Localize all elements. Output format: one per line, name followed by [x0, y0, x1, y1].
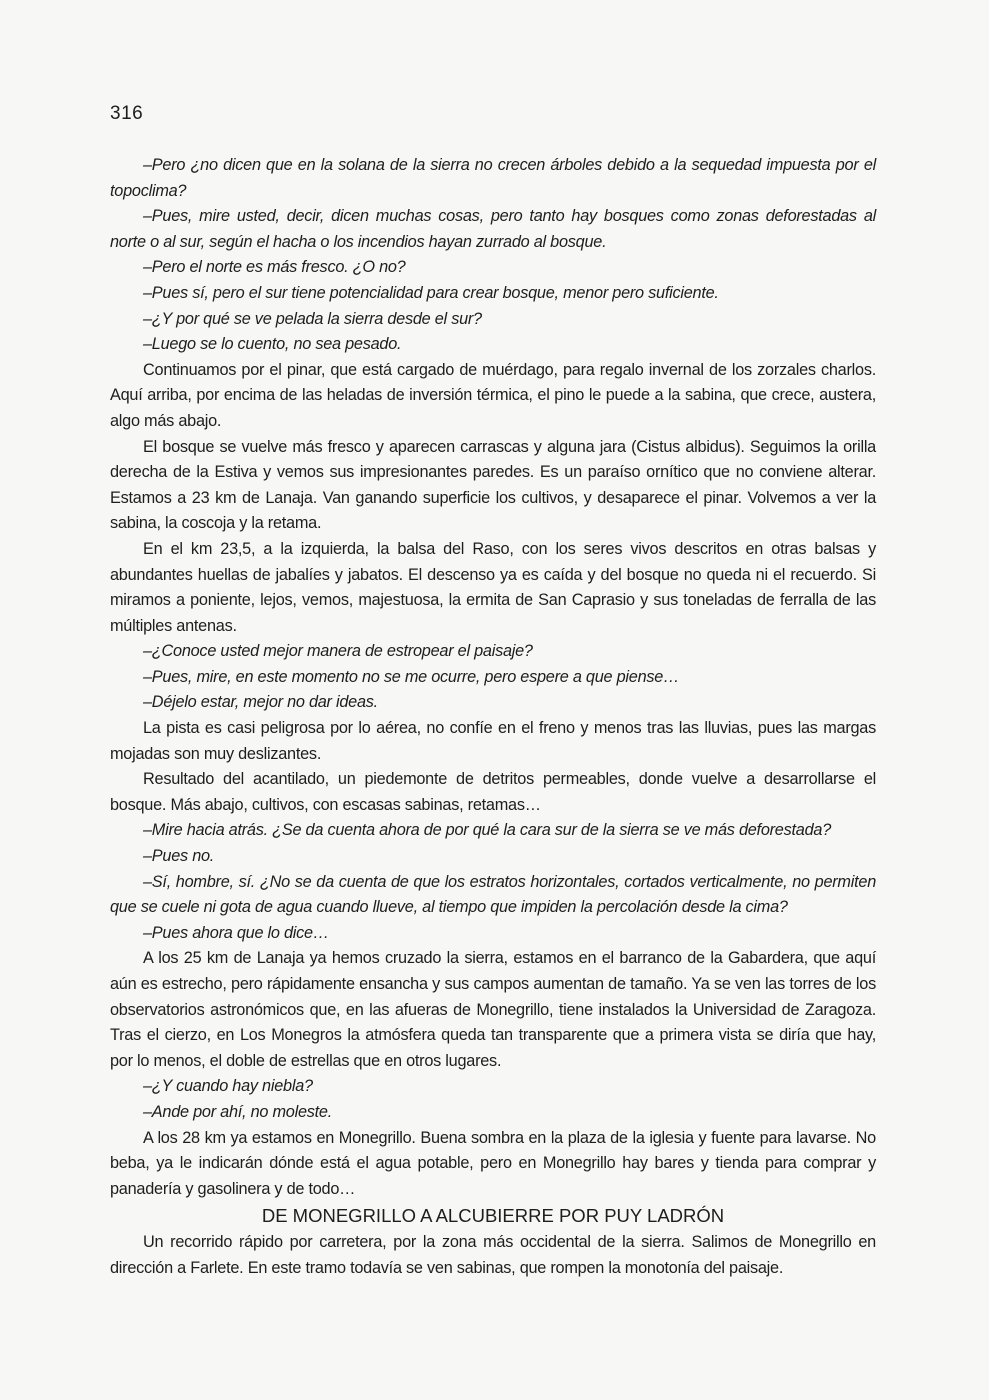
paragraph: –Ande por ahí, no moleste. — [143, 1102, 333, 1121]
page-number: 316 — [110, 103, 144, 124]
paragraph: La pista es casi peligrosa por lo aérea, no confíe en el freno y menos tras las lluvias, pues las margas mojadas son muy deslizantes. — [110, 719, 876, 763]
section-heading: DE MONEGRILLO A ALCUBIERRE POR PUY LADRÓN — [261, 1205, 725, 1227]
paragraph: –Pero el norte es más fresco. ¿O no? — [143, 258, 406, 277]
paragraph: Continuamos por el pinar, que está cargado de muérdago, para regalo invernal de los zorzales charlos. Aquí arriba, por encima de las heladas de inversión térmica, el pino le puede a la sabina, que crece, austera, algo más abajo. — [110, 360, 876, 430]
paragraph: –¿Y cuando hay niebla? — [143, 1077, 313, 1096]
paragraph: –Pues sí, pero el sur tiene potencialidad para crear bosque, menor pero suficiente. — [143, 283, 719, 302]
paragraph: –Pero ¿no dicen que en la solana de la sierra no crecen árboles debido a la sequedad impuesta por el topoclima? — [110, 156, 876, 200]
paragraph: En el km 23,5, a la izquierda, la balsa del Raso, con los seres vivos descritos en otras balsas y abundantes huellas de jabalíes y jabatos. El descenso ya es caída y del bosque no queda ni el recuerdo. Si miramos a poniente, lejos, vemos, majestuosa, la ermita de San Caprasio y sus toneladas de ferralla de las múltiples antenas. — [110, 539, 876, 635]
paragraph: –Pues no. — [143, 847, 215, 866]
paragraph: A los 28 km ya estamos en Monegrillo. Buena sombra en la plaza de la iglesia y fuente para lavarse. No beba, ya le indicarán dónde está el agua potable, pero en Monegrillo hay bares y tienda para comprar y panadería y gasolinera y de todo… — [110, 1128, 876, 1198]
paragraph: –Pues, mire usted, decir, dicen muchas cosas, pero tanto hay bosques como zonas deforestadas al norte o al sur, según el hacha o los incendios hayan zurrado al bosque. — [110, 207, 876, 251]
paragraph: –¿Y por qué se ve pelada la sierra desde el sur? — [143, 309, 482, 328]
body-text — [110, 153, 876, 1282]
paragraph: –Pues ahora que lo dice… — [143, 923, 329, 942]
paragraph: Un recorrido rápido por carretera, por la zona más occidental de la sierra. Salimos de Monegrillo en dirección a Farlete. En este tramo todavía se ven sabinas, que rompen la monotonía del paisaje. — [110, 1233, 876, 1277]
paragraph: –Mire hacia atrás. ¿Se da cuenta ahora de por qué la cara sur de la sierra se ve más deforestada? — [143, 821, 831, 840]
paragraph: El bosque se vuelve más fresco y aparecen carrascas y alguna jara (Cistus albidus). Seguimos la orilla derecha de la Estiva y vemos sus impresionantes paredes. Es un paraíso ornítico que no conviene alterar. Estamos a 23 km de Lanaja. Van ganando superficie los cultivos, y desaparece el pinar. Volvemos a ver la sabina, la coscoja y la retama. — [110, 437, 876, 533]
paragraph: A los 25 km de Lanaja ya hemos cruzado la sierra, estamos en el barranco de la Gabardera, que aquí aún es estrecho, pero rápidamente ensancha y sus campos aumentan de tamaño. Ya se ven las torres de los observatorios astronómicos que, en las afueras de Monegrillo, tiene instalados la Universidad de Zaragoza. Tras el cierzo, en Los Monegros la atmósfera queda tan transparente que a primera vista se diría que hay, por lo menos, el doble de estrellas que en otros lugares. — [110, 949, 876, 1070]
paragraph: Resultado del acantilado, un piedemonte de detritos permeables, donde vuelve a desarrollarse el bosque. Más abajo, cultivos, con escasas sabinas, retamas… — [110, 770, 876, 814]
paragraph: –Luego se lo cuento, no sea pesado. — [143, 335, 402, 354]
paragraph: –Déjelo estar, mejor no dar ideas. — [143, 693, 378, 712]
paragraph: –¿Conoce usted mejor manera de estropear el paisaje? — [143, 642, 533, 661]
paragraph: –Sí, hombre, sí. ¿No se da cuenta de que los estratos horizontales, cortados verticalmente, no permiten que se cuele ni gota de agua cuando llueve, al tiempo que impiden la percolación desde la cima? — [110, 872, 876, 917]
paragraph: –Pues, mire, en este momento no se me ocurre, pero espere a que piense… — [143, 667, 680, 686]
